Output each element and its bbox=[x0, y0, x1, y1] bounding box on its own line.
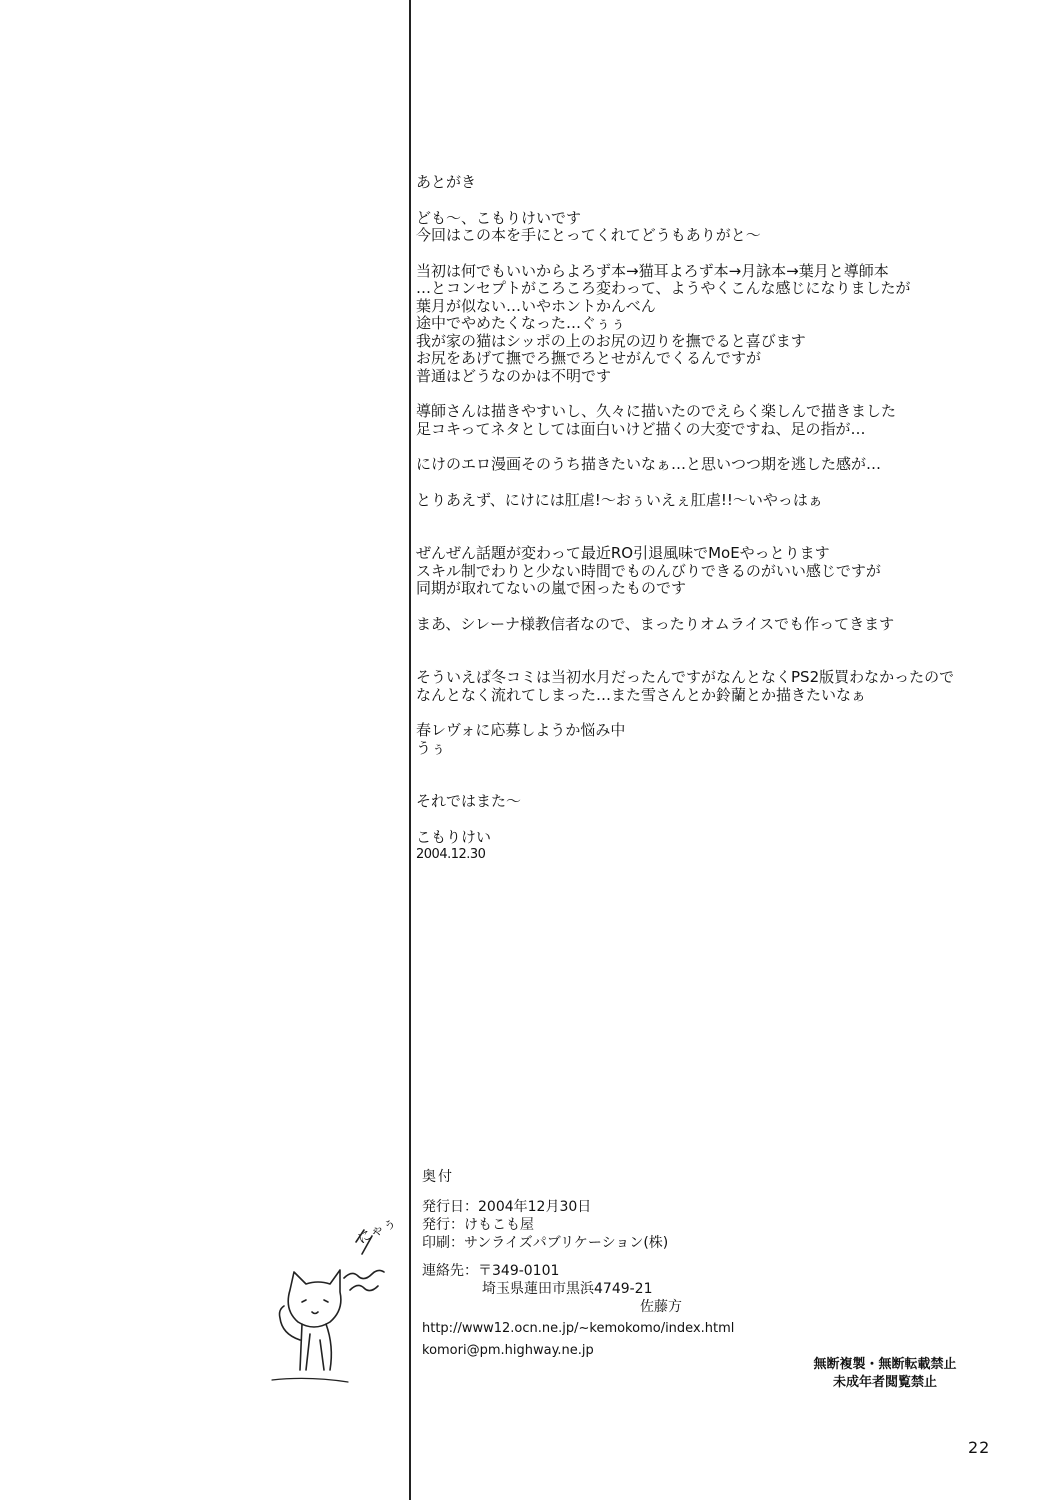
afterword-line: 同期が取れてないの嵐で困ったものです bbox=[416, 579, 687, 597]
afterword-line: 葉月が似ない…いやホントかんべん bbox=[416, 296, 656, 315]
afterword-paragraph bbox=[416, 545, 1016, 598]
notice-line: 未成年者閲覧禁止 bbox=[832, 1375, 937, 1390]
afterword-line: なんとなく流れてしまった…また雪さんとか鈴蘭とか描きたいなぁ bbox=[416, 685, 867, 704]
afterword-line: お尻をあげて撫でろ撫でろとせがんでくるんですが bbox=[416, 349, 762, 367]
afterword-line: そういえば冬コミは当初水月だったんですがなんとなくPS2版買わなかったので bbox=[416, 668, 955, 686]
author-name: こもりけい bbox=[416, 827, 492, 846]
afterword-line: 導師さんは描きやすいし、久々に描いたのでえらく楽しんで描きました bbox=[416, 402, 897, 420]
afterword-line: にけのエロ漫画そのうち描きたいなぁ…と思いつつ期を逃した感が… bbox=[416, 455, 882, 473]
afterword-heading: あとがき bbox=[416, 173, 477, 191]
afterword-date: 2004.12.30 bbox=[416, 847, 486, 862]
notice-line: 無断複製・無断転載禁止 bbox=[813, 1357, 957, 1372]
afterword-line: スキル制でわりと少ない時間でものんびりできるのがいい感じですが bbox=[416, 561, 881, 580]
website-link[interactable]: http://www12.ocn.ne.jp/~kemokomo/index.html bbox=[422, 1321, 735, 1336]
afterword-signature bbox=[416, 829, 1016, 864]
afterword-line: 我が家の猫はシッポの上のお尻の辺りを撫でると喜びます bbox=[416, 331, 806, 350]
afterword-line: うぅ bbox=[416, 738, 447, 757]
afterword-line: まあ、シレーナ様教信者なので、まったりオムライスでも作ってきます bbox=[416, 614, 895, 633]
afterword-line: 当初は何でもいいからよろず本→猫耳よろず本→月詠本→葉月と導師本 bbox=[416, 261, 889, 280]
afterword-paragraph bbox=[416, 210, 1016, 245]
contact-label: 連絡先：〒349-0101 bbox=[422, 1263, 560, 1279]
email-link[interactable]: komori@pm.highway.ne.jp bbox=[422, 1343, 594, 1358]
afterword-line: それではまた～ bbox=[416, 792, 522, 810]
afterword-line: ども～、こもりけいです bbox=[416, 208, 582, 227]
issue-date: 発行日：2004年12月30日 bbox=[422, 1199, 592, 1215]
afterword-paragraph bbox=[416, 722, 1016, 757]
contact-address: 埼玉県蓮田市黒浜4749-21 bbox=[482, 1281, 653, 1297]
afterword-line: ぜんぜん話題が変わって最近RO引退風味でMoEやっとります bbox=[416, 544, 830, 562]
cat-illustration-icon bbox=[268, 1210, 408, 1390]
afterword-line: 春レヴォに応募しようか悩み中 bbox=[416, 721, 626, 739]
afterword-paragraph bbox=[416, 793, 1016, 811]
afterword-paragraph bbox=[416, 669, 1016, 704]
colophon-title: 奥付 bbox=[422, 1169, 454, 1185]
afterword-paragraph bbox=[416, 492, 1016, 510]
afterword-paragraph bbox=[416, 403, 1016, 438]
afterword-section bbox=[416, 174, 1016, 864]
copyright-notice bbox=[800, 1356, 970, 1392]
printer: 印刷：サンライズパブリケーション(株) bbox=[422, 1235, 669, 1251]
colophon-section bbox=[422, 1168, 782, 1360]
afterword-line: 今回はこの本を手にとってくれてどうもありがと～ bbox=[416, 226, 761, 244]
afterword-paragraph bbox=[416, 456, 1016, 474]
afterword-line: 途中でやめたくなった…ぐぅぅ bbox=[416, 314, 626, 332]
contact-name: 佐藤方 bbox=[640, 1299, 682, 1315]
page-number: 22 bbox=[968, 1438, 991, 1457]
afterword-line: …とコンセプトがころころ変わって、ようやくこんな感じになりましたが bbox=[416, 279, 911, 297]
afterword-line: 普通はどうなのかは不明です bbox=[416, 366, 612, 385]
afterword-paragraph bbox=[416, 616, 1016, 634]
gutter-divider bbox=[409, 0, 411, 1500]
publisher: 発行：けもこも屋 bbox=[422, 1217, 534, 1233]
afterword-line: とりあえず、にけには肛虐!～おぅいえぇ肛虐!!～いやっはぁ bbox=[416, 490, 823, 509]
afterword-line: 足コキってネタとしては面白いけど描くの大変ですね、足の指が… bbox=[416, 419, 866, 438]
afterword-paragraph bbox=[416, 263, 1016, 386]
cat-sound-text: にゃぅ bbox=[355, 1214, 400, 1248]
